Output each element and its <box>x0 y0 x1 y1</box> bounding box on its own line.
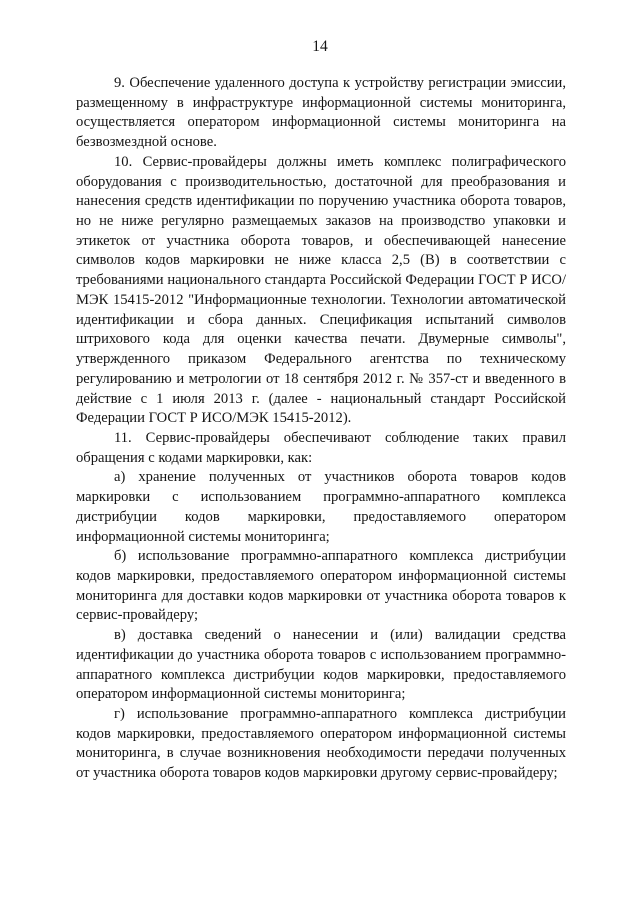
list-item-a-storage: а) хранение полученных от участников оборота товаров кодов маркировки с использованием программно-аппаратного комплекса дистрибуции кодов маркировки, предоставляемого оператором информационной системы мониторинга; <box>76 469 566 545</box>
page-number: 14 <box>312 38 328 55</box>
paragraph-11-code-handling-rules: 11. Сервис-провайдеры обеспечивают соблюдение таких правил обращения с кодами маркировки, как: <box>76 429 566 466</box>
paragraph-10-printing-equipment: 10. Сервис-провайдеры должны иметь комплекс полиграфического оборудования с производительностью, достаточной для преобразования и нанесения средств идентификации по поручению участника оборота товаров, но не ниже регулярно размещаемых заказов на производство упаковки и этикеток от участника оборота товаров, и обеспечивающей нанесение символов кодов маркировки не ниже класса 2,5 (В) в соответствии с требованиями национального стандарта Российской Федерации ГОСТ Р ИСО/МЭК 15415-2012 "Информационные технологии. Технологии автоматической идентификации и сбора данных. Спецификация испытаний символов штрихового кода для оценки качества печати. Двумерные символы", утвержденного приказом Федерального агентства по техническому регулированию и метрологии от 18 сентября 2012 г. № 357-ст и введенного в действие с 1 июля 2013 г. (далее - национальный стандарт Российской Федерации ГОСТ Р ИСО/МЭК 15415-2012). <box>76 153 566 427</box>
list-item-b-usage: б) использование программно-аппаратного комплекса дистрибуции кодов маркировки, предоставляемого оператором информационной системы мониторинга для доставки кодов маркировки от участника оборота товаров к сервис-провайдеру; <box>76 548 566 624</box>
document-body <box>76 74 566 784</box>
list-item-v-delivery: в) доставка сведений о нанесении и (или) валидации средства идентификации до участника оборота товаров с использованием программно-аппаратного комплекса дистрибуции кодов маркировки, предоставляемого оператором информационной системы мониторинга; <box>76 627 566 703</box>
list-item-g-transfer: г) использование программно-аппаратного комплекса дистрибуции кодов маркировки, предоставляемого оператором информационной системы мониторинга, в случае возникновения необходимости передачи полученных от участника оборота товаров кодов маркировки другому сервис-провайдеру; <box>76 706 566 782</box>
paragraph-9-remote-access: 9. Обеспечение удаленного доступа к устройству регистрации эмиссии, размещенному в инфраструктуре информационной системы мониторинга, осуществляется оператором информационной системы мониторинга на безвозмездной основе. <box>76 75 566 151</box>
